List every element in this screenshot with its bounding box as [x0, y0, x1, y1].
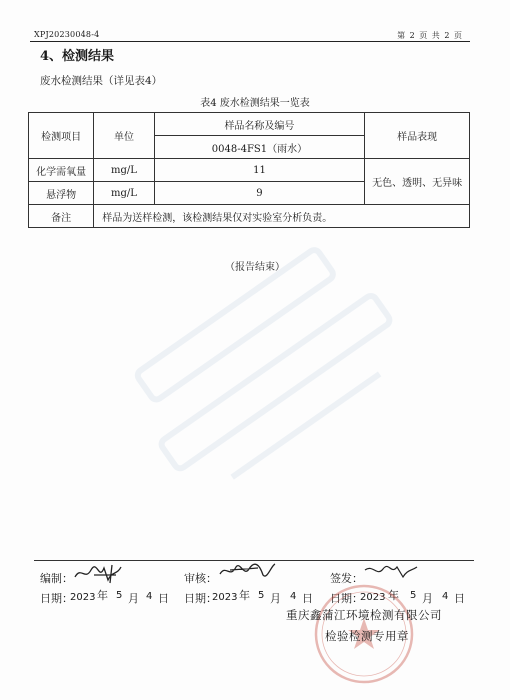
- table-header-row: [29, 113, 470, 136]
- reviewer-date-month: 5: [258, 590, 265, 601]
- company-name: 重庆鑫蒲江环境检测有限公司: [286, 608, 442, 622]
- page-indicator: 第 2 页 共 2 页: [397, 31, 462, 40]
- reviewer-date-year: 2023: [212, 592, 238, 603]
- issuer-date-year: 2023: [360, 592, 386, 603]
- compiler-date-year: 2023: [70, 592, 96, 603]
- header-item: 检测项目: [29, 113, 94, 159]
- issuer-date-day: 4: [442, 591, 449, 602]
- section-subtitle: 废水检测结果（详见表4）: [40, 75, 163, 87]
- reviewer-date-day: 4: [290, 591, 297, 602]
- reviewer-label: 审核：: [184, 572, 217, 585]
- seal-name: 检验检测专用章: [325, 629, 409, 643]
- issuer-year-char: 年: [388, 589, 399, 602]
- header-appearance: 样品表现: [365, 113, 470, 159]
- wastewater-result-table: [28, 112, 470, 228]
- compiler-date-label: 日期：: [40, 592, 73, 605]
- remark-row: [29, 205, 470, 228]
- compiler-date-day: 4: [146, 591, 153, 602]
- header-unit: 单位: [94, 113, 155, 159]
- section-title: 4、检测结果: [40, 49, 115, 64]
- row-item: 化学需氧量: [29, 159, 94, 182]
- issuer-label: 签发：: [330, 572, 363, 585]
- row-value: 9: [154, 182, 364, 205]
- issuer-month-char: 月: [422, 592, 433, 605]
- reviewer-day-char: 日: [302, 592, 313, 605]
- header-rule: [30, 41, 470, 42]
- compiler-year-char: 年: [97, 589, 108, 602]
- table-caption: 表4 废水检测结果一览表: [200, 98, 310, 109]
- report-end: （报告结束）: [225, 262, 285, 273]
- compiler-signature: [72, 562, 132, 586]
- reviewer-year-char: 年: [239, 589, 250, 602]
- row-item: 悬浮物: [29, 182, 94, 205]
- compiler-label: 编制：: [40, 572, 73, 585]
- report-number: XPJ20230048-4: [34, 30, 100, 39]
- issuer-signature: [362, 560, 420, 582]
- issuer-date-label: 日期：: [330, 592, 363, 605]
- compiler-day-char: 日: [158, 592, 169, 605]
- row-unit: mg/L: [94, 159, 155, 182]
- issuer-day-char: 日: [454, 592, 465, 605]
- remark-label: 备注: [29, 205, 94, 228]
- row-value: 11: [154, 159, 364, 182]
- issuer-date-month: 5: [410, 590, 417, 601]
- row-unit: mg/L: [94, 182, 155, 205]
- reviewer-date-label: 日期：: [184, 592, 217, 605]
- reviewer-signature: [216, 558, 278, 584]
- table-row: [29, 159, 470, 182]
- compiler-month-char: 月: [128, 592, 139, 605]
- appearance-value: 无色、透明、无异味: [365, 159, 470, 205]
- reviewer-month-char: 月: [270, 592, 281, 605]
- compiler-date-month: 5: [116, 590, 123, 601]
- header-sample-id: 0048-4FS1（雨水）: [154, 136, 364, 159]
- remark-text: 样品为送样检测，该检测结果仅对实验室分析负责。: [94, 205, 470, 228]
- header-sample-group: 样品名称及编号: [154, 113, 364, 136]
